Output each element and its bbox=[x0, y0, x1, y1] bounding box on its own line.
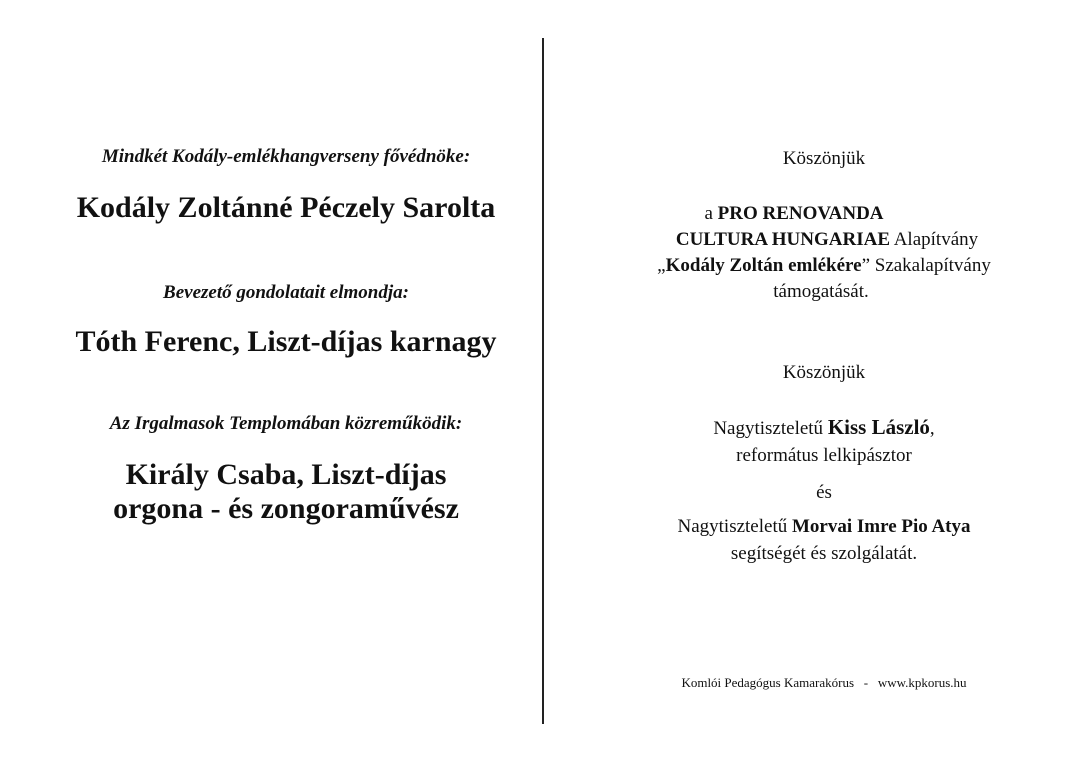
church-label: Az Irgalmasok Templomában közreműködik: bbox=[109, 413, 463, 434]
thanks-heading-2: Köszönjük bbox=[782, 362, 866, 383]
column-divider bbox=[542, 38, 544, 724]
person2-name: Morvai Imre Pio Atya bbox=[791, 516, 971, 537]
performer-line2: orgona - és zongoraművész bbox=[113, 492, 459, 525]
foundation-name-2: CULTURA HUNGARIAE bbox=[675, 229, 890, 250]
patron-label: Mindkét Kodály-emlékhangverseny fővédnöke: bbox=[101, 146, 471, 167]
person2-title: Nagytiszteletű bbox=[677, 516, 792, 537]
foundation-article: a bbox=[704, 203, 718, 224]
intro-label: Bevezető gondolatait elmondja: bbox=[163, 282, 409, 303]
person1-suffix: , bbox=[929, 418, 935, 439]
fund-suffix: ” Szakalapítvány bbox=[861, 255, 991, 276]
foundation-line1 bbox=[575, 202, 1073, 225]
support-text: támogatását. bbox=[773, 281, 869, 302]
person1-title: Nagytiszteletű bbox=[713, 418, 828, 439]
person1-role: református lelkipásztor bbox=[736, 445, 912, 466]
left-column bbox=[40, 0, 532, 768]
thanks-heading-1: Köszönjük bbox=[782, 148, 866, 169]
patron-name: Kodály Zoltánné Péczely Sarolta bbox=[76, 191, 496, 224]
fund-line bbox=[575, 254, 1073, 277]
intro-name: Tóth Ferenc, Liszt-díjas karnagy bbox=[75, 325, 497, 358]
person2-line bbox=[575, 515, 1073, 538]
quote-open: „ bbox=[657, 255, 666, 276]
foundation-name-1: PRO RENOVANDA bbox=[717, 203, 884, 224]
and-text: és bbox=[816, 482, 832, 503]
foundation-line2 bbox=[575, 228, 1073, 251]
closing-text: segítségét és szolgálatát. bbox=[730, 543, 918, 564]
performer-line1: Király Csaba, Liszt-díjas bbox=[125, 458, 447, 491]
person1-name: Kiss László bbox=[827, 415, 930, 439]
person1-line bbox=[575, 416, 1073, 440]
footer-credit: Komlói Pedagógus Kamarakórus - www.kpkorus.hu bbox=[681, 675, 967, 690]
fund-name: Kodály Zoltán emlékére bbox=[665, 255, 862, 276]
foundation-suffix: Alapítvány bbox=[890, 229, 979, 250]
right-column bbox=[575, 0, 1073, 768]
